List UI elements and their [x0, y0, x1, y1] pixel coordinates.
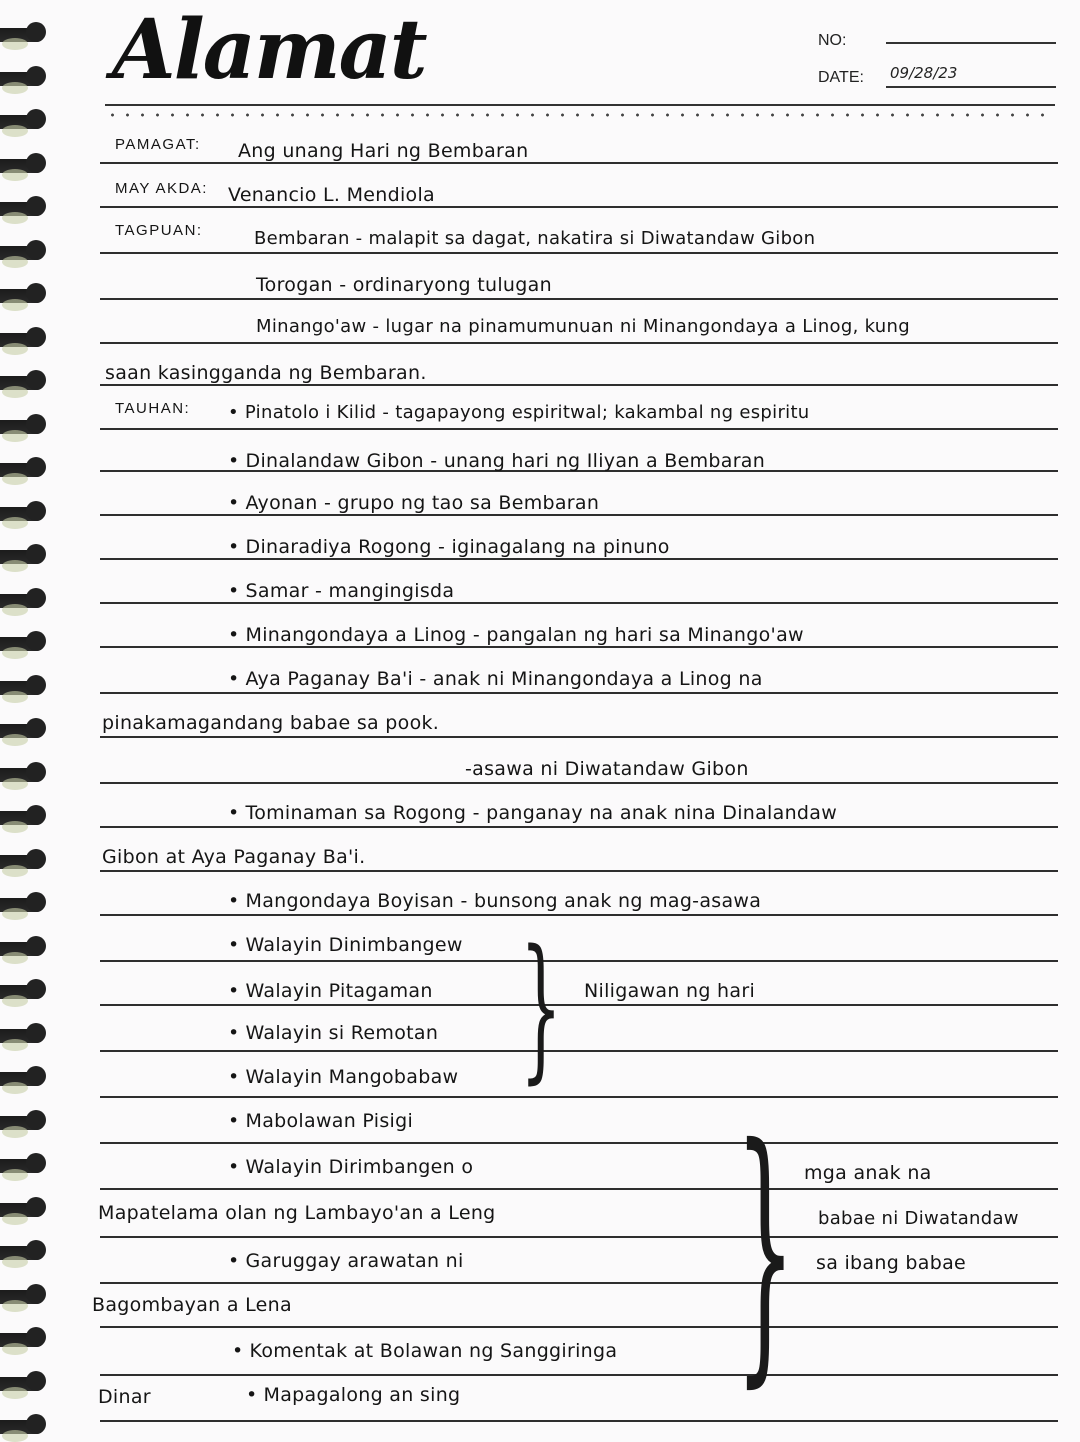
spiral-ring [0, 550, 44, 564]
spiral-ring [0, 1246, 44, 1260]
spiral-ring [0, 159, 44, 173]
ruled-line [100, 1326, 1058, 1328]
may-akda-value: Venancio L. Mendiola [228, 184, 436, 206]
tagpuan-line: saan kasingganda ng Bembaran. [105, 362, 427, 384]
tauhan-item: • Pinatolo i Kilid - tagapayong espiritwal; kakambal ng espiritu [228, 402, 810, 423]
tauhan-item: • Walayin Mangobabaw [228, 1066, 458, 1088]
ruled-line [100, 298, 1058, 300]
tauhan-item: • Dinaradiya Rogong - iginagalang na pinuno [228, 536, 670, 558]
no-label: NO: [818, 32, 847, 49]
spiral-ring [0, 463, 44, 477]
tauhan-item: • Walayin Dinimbangew [228, 934, 463, 956]
ruled-line [100, 428, 1058, 430]
spiral-ring [0, 1333, 44, 1347]
spiral-ring [0, 1203, 44, 1217]
tagpuan-line: Torogan - ordinaryong tulugan [256, 274, 552, 296]
spiral-ring [0, 376, 44, 390]
header-dotted-line [105, 112, 1055, 118]
spiral-ring [0, 1159, 44, 1173]
tauhan-item-continuation: Bagombayan a Lena [92, 1294, 292, 1316]
may-akda-label: MAY AKDA: [115, 180, 208, 197]
ruled-line [100, 162, 1058, 164]
spiral-ring [0, 855, 44, 869]
spiral-ring [0, 1420, 44, 1434]
spiral-ring [0, 289, 44, 303]
ruled-line [100, 646, 1058, 648]
ruled-line [100, 342, 1058, 344]
ruled-line [100, 1004, 1058, 1006]
tauhan-item: • Dinalandaw Gibon - unang hari ng Iliyan a Bembaran [228, 450, 765, 472]
tauhan-item: • Komentak at Bolawan ng Sanggiringa [232, 1340, 617, 1362]
ruled-line [100, 1420, 1058, 1422]
spiral-ring [0, 768, 44, 782]
brace-icon: } [520, 918, 562, 1099]
date-value: 09/28/23 [890, 64, 958, 82]
tauhan-item: • Minangondaya a Linog - pangalan ng hari sa Minango'aw [228, 624, 804, 646]
ruled-line [100, 558, 1058, 560]
tauhan-item-continuation: pinakamagandang babae sa pook. [102, 712, 440, 734]
spiral-ring [0, 811, 44, 825]
tauhan-item-note: -asawa ni Diwatandaw Gibon [465, 758, 749, 780]
page-title: Alamat [112, 2, 426, 98]
ruled-line [100, 1188, 1058, 1190]
tauhan-item: • Mangondaya Boyisan - bunsong anak ng mag-asawa [228, 890, 761, 912]
spiral-ring [0, 246, 44, 260]
brace-icon: } [735, 1090, 796, 1411]
spiral-ring [0, 724, 44, 738]
tauhan-item: • Mapagalong an sing [246, 1384, 460, 1406]
spiral-ring [0, 28, 44, 42]
spiral-ring [0, 1029, 44, 1043]
header-divider [105, 104, 1055, 106]
date-label: DATE: [818, 69, 864, 86]
tauhan-item: • Ayonan - grupo ng tao sa Bembaran [228, 492, 599, 514]
tauhan-item: • Walayin Pitagaman [228, 980, 433, 1002]
tauhan-item: • Walayin si Remotan [228, 1022, 438, 1044]
tagpuan-line: Minango'aw - lugar na pinamumunuan ni Minangondaya a Linog, kung [256, 316, 910, 337]
tagpuan-label: TAGPUAN: [115, 222, 203, 239]
spiral-ring [0, 594, 44, 608]
ruled-line [100, 870, 1058, 872]
ruled-line [100, 514, 1058, 516]
ruled-line [100, 1142, 1058, 1144]
annotation-mga-anak: mga anak na [804, 1162, 932, 1184]
ruled-line [100, 1282, 1058, 1284]
tauhan-item-continuation: Gibon at Aya Paganay Ba'i. [102, 846, 366, 868]
tauhan-item: • Aya Paganay Ba'i - anak ni Minangondaya a Linog na [228, 668, 763, 690]
tagpuan-line: Bembaran - malapit sa dagat, nakatira si Diwatandaw Gibon [254, 228, 816, 249]
spiral-ring [0, 681, 44, 695]
spiral-ring [0, 202, 44, 216]
no-field [886, 20, 1056, 44]
tauhan-item-prefix: Dinar [98, 1386, 151, 1408]
ruled-line [100, 1096, 1058, 1098]
tauhan-label: TAUHAN: [115, 400, 191, 417]
tauhan-item: • Walayin Dirimbangen o [228, 1156, 473, 1178]
spiral-ring [0, 1116, 44, 1130]
ruled-line [100, 602, 1058, 604]
spiral-ring [0, 115, 44, 129]
spiral-ring [0, 985, 44, 999]
ruled-line [100, 1050, 1058, 1052]
tauhan-item: • Samar - mangingisda [228, 580, 454, 602]
annotation-niligawan: Niligawan ng hari [584, 980, 756, 1002]
spiral-ring [0, 333, 44, 347]
spiral-binding [0, 0, 60, 1440]
ruled-line [100, 782, 1058, 784]
annotation-mga-anak: sa ibang babae [816, 1252, 967, 1274]
ruled-line [100, 384, 1058, 386]
spiral-ring [0, 1072, 44, 1086]
ruled-line [100, 826, 1058, 828]
ruled-line [100, 1374, 1058, 1376]
ruled-line [100, 736, 1058, 738]
spiral-ring [0, 1377, 44, 1391]
tauhan-item-continuation: Mapatelama olan ng Lambayo'an a Leng [98, 1202, 496, 1224]
spiral-ring [0, 942, 44, 956]
spiral-ring [0, 72, 44, 86]
ruled-line [100, 206, 1058, 208]
ruled-line [100, 914, 1058, 916]
pamagat-value: Ang unang Hari ng Bembaran [238, 140, 529, 162]
tauhan-item: • Garuggay arawatan ni [228, 1250, 464, 1272]
spiral-ring [0, 507, 44, 521]
tauhan-item: • Mabolawan Pisigi [228, 1110, 413, 1132]
spiral-ring [0, 898, 44, 912]
tauhan-item: • Tominaman sa Rogong - panganay na anak nina Dinalandaw [228, 802, 837, 824]
spiral-ring [0, 637, 44, 651]
ruled-line [100, 692, 1058, 694]
annotation-mga-anak: babae ni Diwatandaw [818, 1208, 1019, 1229]
ruled-line [100, 1236, 1058, 1238]
spiral-ring [0, 1290, 44, 1304]
pamagat-label: PAMAGAT: [115, 136, 201, 153]
ruled-line [100, 252, 1058, 254]
spiral-ring [0, 420, 44, 434]
ruled-line [100, 960, 1058, 962]
